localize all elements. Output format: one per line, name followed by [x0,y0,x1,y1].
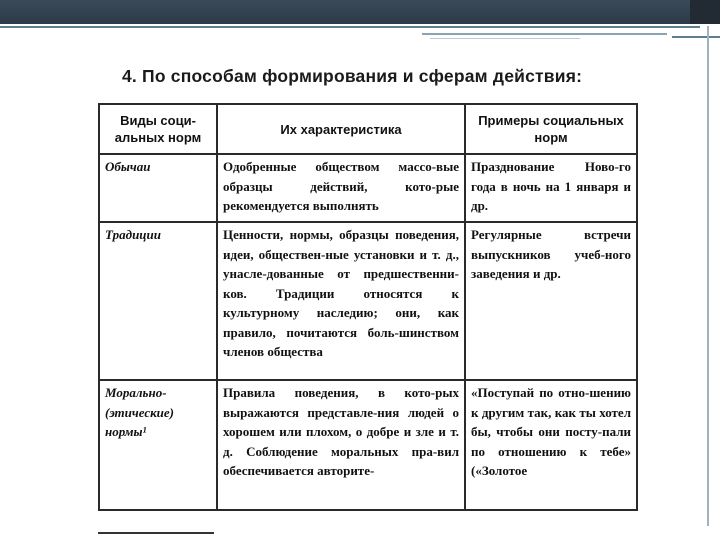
table-header-row [99,104,637,154]
decorative-rule [672,36,720,38]
column-header-examples: Примеры социальных норм [465,104,637,154]
norm-example: Празднование Ново-го года в ночь на 1 января и др. [465,154,637,222]
table-row [99,380,637,510]
page-heading: 4. По способам формирования и сферам действия: [122,66,583,86]
norm-name: Традиции [99,222,217,380]
social-norms-table [98,103,638,511]
norm-name: Морально-(этические) нормы¹ [99,380,217,510]
norm-example: «Поступай по отно-шению к другим так, как ты хотел бы, чтобы они посту-пали по отношению к тебе» («Золотое [465,380,637,510]
norm-description: Ценности, нормы, образцы поведения, идеи, обществен-ные установки и т. д., унасле-дованные от предшественни-ков. Традиции относятся к культурному наследию; они, как правило, почитаются боль-шинством членов общества [217,222,465,380]
footnote-separator [98,532,214,534]
norm-example: Регулярные встречи выпускников учеб-ного заведения и др. [465,222,637,380]
norm-description: Одобренные обществом массо-вые образцы действий, кото-рые рекомендуется выполнять [217,154,465,222]
column-header-characteristics: Их характеристика [217,104,465,154]
norm-name: Обычаи [99,154,217,222]
table-row [99,154,637,222]
decorative-rule [0,26,700,28]
slide-top-bar-corner [690,0,720,24]
decorative-rule [430,38,580,39]
norm-description: Правила поведения, в кото-рых выражаются представле-ния людей о хорошем или плохом, о добре и зле и т. д. Соблюдение моральных пра-вил обеспечивается авторите- [217,380,465,510]
table-row [99,222,637,380]
decorative-side-line [707,26,709,526]
slide-top-bar [0,0,720,24]
decorative-rule [422,33,667,35]
column-header-types: Виды соци-альных норм [99,104,217,154]
